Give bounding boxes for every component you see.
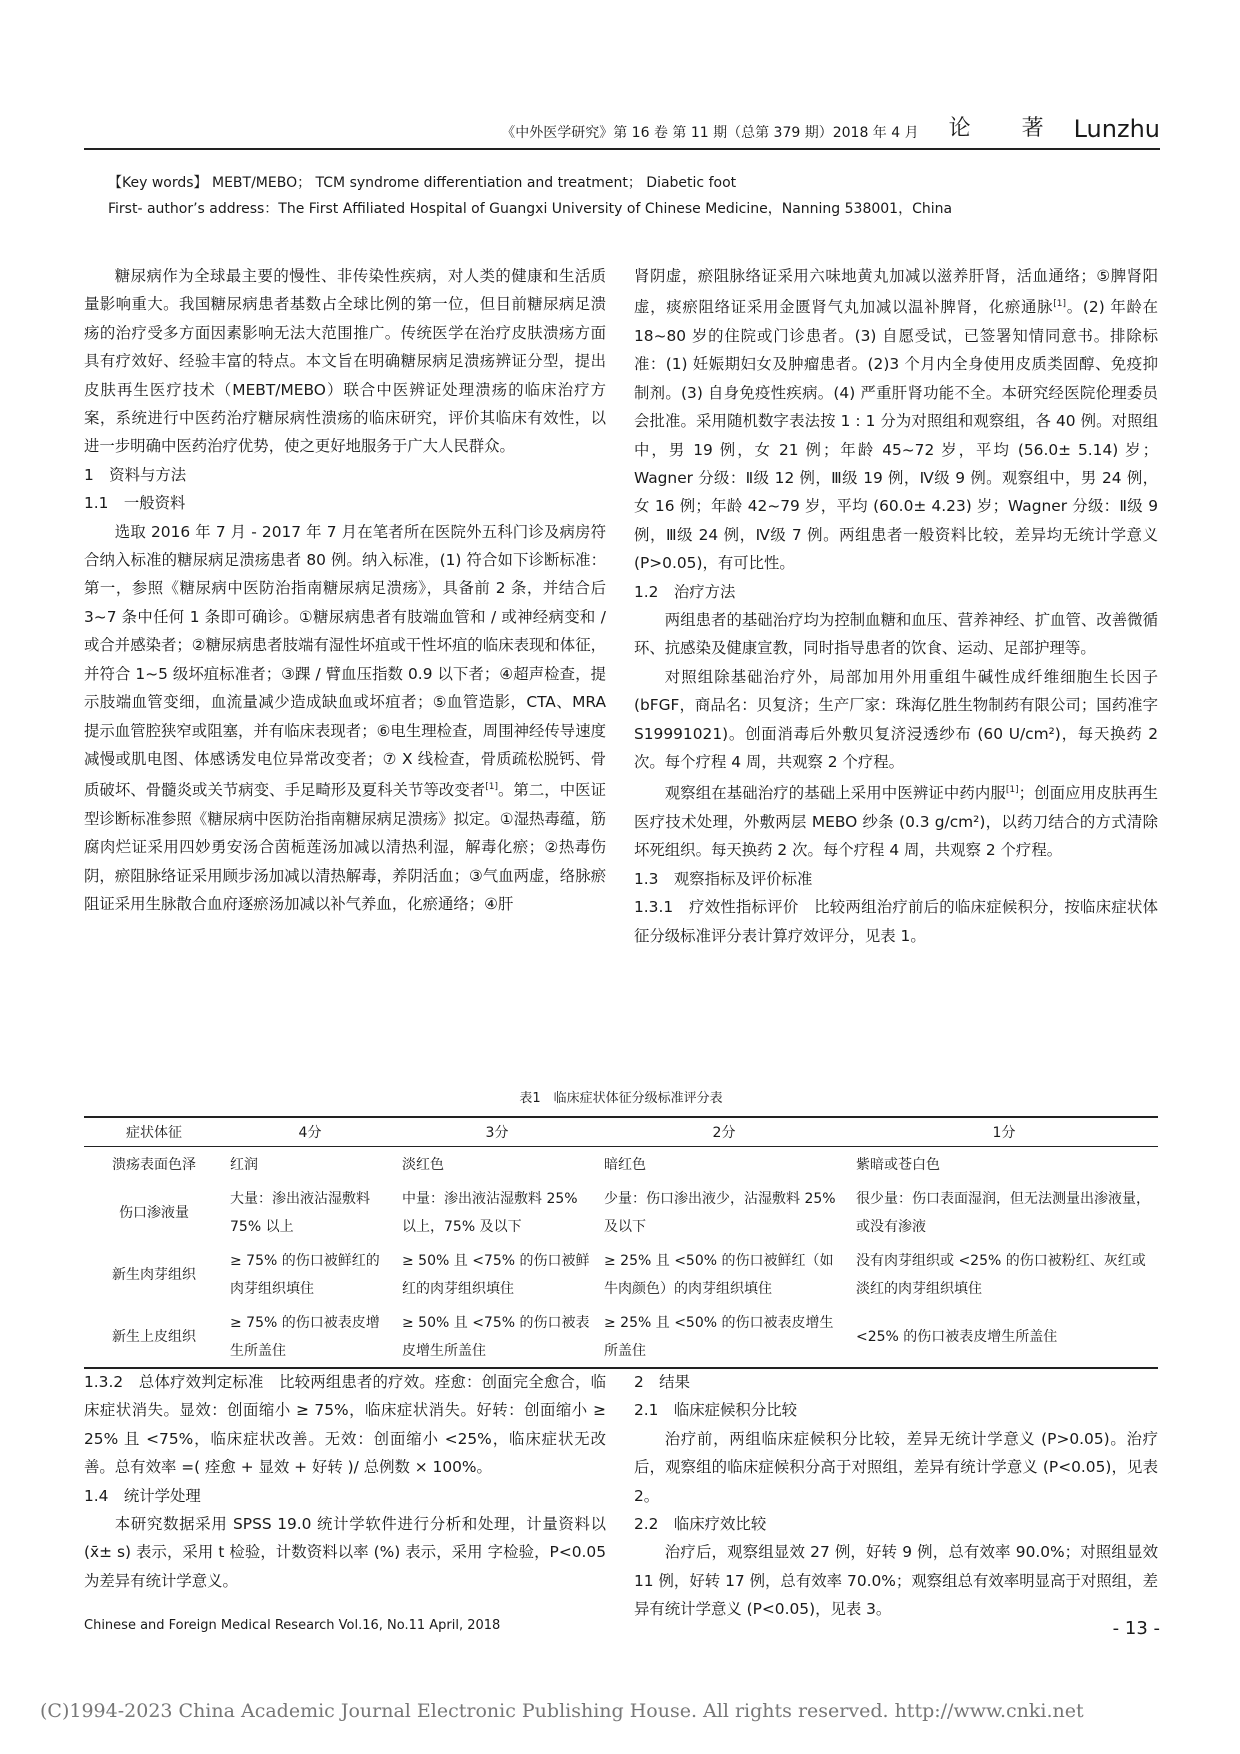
table-cell: 暗红色 [604, 1157, 646, 1173]
table-row [84, 1305, 1158, 1368]
table-cell: ≥ 75% 的伤口被鲜红的肉芽组织填住 [230, 1253, 380, 1297]
table-cell: 红润 [230, 1157, 258, 1173]
table-cell: 紫暗或苍白色 [856, 1157, 940, 1173]
copyright-watermark: (C)1994-2023 China Academic Journal Electronic Publishing House. All rights reserved. http://www.cnki.net [40, 1700, 1084, 1722]
grading-table [84, 1116, 1158, 1369]
citation-ref: [1] [485, 782, 498, 793]
table-cell: 没有肉芽组织或 <25% 的伤口被粉红、灰红或淡红的肉芽组织填住 [856, 1253, 1146, 1297]
section-heading-2-2: 2.2 临床疗效比较 [634, 1515, 767, 1534]
bottom-right-column [634, 1368, 1158, 1624]
criteria-text: 肾阴虚，瘀阻脉络证采用六味地黄丸加减以滋养肝肾，活血通络；⑤脾肾阳虚，痰瘀阻络证采用金匮肾气丸加减以温补脾肾，化瘀通脉 [634, 267, 1158, 317]
general-info-text: 选取 2016 年 7 月 - 2017 年 7 月在笔者所在医院外五科门诊及病房符合纳入标准的糖尿病足溃疡患者 80 例。纳入标准，(1) 符合如下诊断标准：第一，参照《糖尿病中医防治指南糖尿病足溃疡》，具备前 2 条，并结合后 3~7 条中任何 1 条即可确诊。①糖尿病患者有肢端血管和 / 或神经病变和 / 或合并感染者；②糖尿病患者肢端有湿性坏疽或干性坏疽的临床表现和体征，并符合 1~5 级坏疽标准者；③踝 / 臂血压指数 0.9 以下者；④超声检查，提示肢端血管变细，血流量减少造成缺血或坏疽者；⑤血管造影，CTA、MRA 提示血管腔狭窄或阻塞，并有临床表现者；⑥电生理检查，周围神经传导速度减慢或肌电图、体感诱发电位异常改变者；⑦ X 线检查，骨质疏松脱钙、骨质破坏、骨髓炎或关节病变、手足畸形及夏科关节等改变者 [84, 522, 606, 800]
table-cell: 溃疡表面色泽 [112, 1157, 196, 1173]
section-label-en: Lunzhu [1073, 115, 1160, 143]
table-cell: ≥ 50% 且 <75% 的伤口被表皮增生所盖住 [402, 1315, 590, 1359]
table-cell: ≥ 25% 且 <50% 的伤口被表皮增生所盖住 [604, 1315, 834, 1359]
section-label: 论 著 [948, 116, 1066, 141]
bottom-left-column [84, 1368, 606, 1595]
observation-text: 观察组在基础治疗的基础上采用中医辨证中药内服 [664, 784, 1006, 803]
section-heading-1-2: 1.2 治疗方法 [634, 582, 736, 601]
left-column [84, 262, 606, 918]
table-header-cell: 1分 [992, 1125, 1016, 1141]
control-group-paragraph: 对照组除基础治疗外，局部加用外用重组牛碱性成纤维细胞生长因子 (bFGF，商品名：贝复济；生产厂家：珠海亿胜生物制药有限公司；国药准字 S19991021)。创面消毒后外敷贝复济浸透纱布 (60 U/cm²)，每天换药 2 次。每个疗程 4 周，共观察 2 个疗程。 [634, 667, 1158, 772]
table-header-row [84, 1117, 1158, 1147]
intro-paragraph: 糖尿病作为全球最主要的慢性、非传染性疾病，对人类的健康和生活质量影响重大。我国糖尿病患者基数占全球比例的第一位，但目前糖尿病足溃疡的治疗受多方面因素影响无法大范围推广。传统医学在治疗皮肤溃疡方面具有疗效好、经验丰富的特点。本文旨在明确糖尿病足溃疡辨证分型，提出皮肤再生医疗技术（MEBT/MEBO）联合中医辨证处理溃疡的临床治疗方案，系统进行中医药治疗糖尿病性溃疡的临床研究，评价其临床有效性，以进一步明确中医药治疗优势，使之更好地服务于广大人民群众。 [84, 267, 606, 456]
journal-citation: 《中外医学研究》第 16 卷 第 11 期（总第 379 期）2018 年 4 月 [501, 125, 919, 141]
table-row [84, 1181, 1158, 1243]
table-header-cell: 2分 [712, 1125, 736, 1141]
symptom-score-paragraph: 治疗前，两组临床症候积分比较，差异无统计学意义 (P>0.05)。治疗后，观察组的临床症候积分高于对照组，差异有统计学意义 (P<0.05)，见表 2。 [634, 1429, 1158, 1505]
table-cell: ≥ 75% 的伤口被表皮增生所盖住 [230, 1315, 380, 1359]
overall-efficacy-paragraph: 1.3.2 总体疗效判定标准 比较两组患者的疗效。痊愈：创面完全愈合，临床症状消失。显效：创面缩小 ≥ 75%，临床症状消失。好转：创面缩小 ≥ 25% 且 <75%，临床症状改善。无效：创面缩小 <25%，临床症状无改善。总有效率 =( 痊愈 + 显效 + 好转 )/ 总例数 × 100%。 [84, 1373, 606, 1477]
table-cell: 中量：渗出液沾湿敷料 25% 以上，75% 及以下 [402, 1191, 578, 1235]
table-cell: 少量：伤口渗出液少，沾湿敷料 25% 及以下 [604, 1191, 836, 1235]
page-footer [84, 1618, 1160, 1642]
citation-ref: [1] [1005, 785, 1019, 796]
table-cell: ≥ 25% 且 <50% 的伤口被鲜红（如牛肉颜色）的肉芽组织填住 [604, 1253, 834, 1297]
keywords-line: 【Key words】 MEBT/MEBO； TCM syndrome differentiation and treatment； Diabetic foot [108, 175, 737, 191]
table-1 [84, 1088, 1158, 1369]
section-heading-1-1: 1.1 一般资料 [84, 494, 186, 513]
statistics-paragraph: 本研究数据采用 SPSS 19.0 统计学软件进行分析和处理，计量资料以 (x̄± s) 表示，采用 t 检验，计数资料以率 (%) 表示，采用 字检验，P<0.05 为差异有统计学意义。 [84, 1515, 606, 1590]
section-heading-1-3: 1.3 观察指标及评价标准 [634, 869, 813, 888]
section-heading-1-4: 1.4 统计学处理 [84, 1486, 201, 1505]
section-heading-2: 2 结果 [634, 1373, 690, 1391]
section-heading-2-1: 2.1 临床症候积分比较 [634, 1401, 797, 1420]
table-cell: 新生肉芽组织 [112, 1267, 196, 1283]
table-cell: <25% 的伤口被表皮增生所盖住 [856, 1329, 1058, 1345]
table-header-cell: 症状体征 [126, 1125, 182, 1141]
keywords-block [108, 170, 1160, 222]
table-header-cell: 3分 [485, 1125, 509, 1141]
criteria-paragraph [634, 262, 1158, 578]
citation-ref: [1] [1053, 299, 1067, 310]
general-info-paragraph [84, 518, 606, 919]
author-address-line: First- author’s address：The First Affiliated Hospital of Guangxi University of Chinese Medicine，Nanning 538001，China [108, 201, 953, 217]
table-cell: 伤口渗液量 [119, 1205, 189, 1221]
table-header-cell: 4分 [298, 1125, 322, 1141]
table-row [84, 1147, 1158, 1182]
clinical-efficacy-paragraph: 治疗后，观察组显效 27 例，好转 9 例，总有效率 90.0%；对照组显效 11 例，好转 17 例，总有效率 70.0%；观察组总有效率明显高于对照组，差异有统计学意义 (P<0.05)，见表 3。 [634, 1543, 1158, 1619]
table-cell: 新生上皮组织 [112, 1329, 196, 1345]
page-number: - 13 - [1112, 1618, 1160, 1639]
observation-text-cont: ；创面应用皮肤再生医疗技术处理，外敷两层 MEBO 纱条 (0.3 g/cm²)，以药刀结合的方式清除坏死组织。每天换药 2 次。每个疗程 4 周，共观察 2 个疗程。 [634, 784, 1158, 860]
efficacy-index-paragraph: 1.3.1 疗效性指标评价 比较两组治疗前后的临床症候积分，按临床症状体征分级标准评分表计算疗效评分，见表 1。 [634, 898, 1158, 945]
footer-journal: Chinese and Foreign Medical Research Vol.16, No.11 April, 2018 [84, 1618, 501, 1633]
table-row [84, 1243, 1158, 1305]
table-cell: 大量：渗出液沾湿敷料 75% 以上 [230, 1191, 370, 1235]
table-cell: 淡红色 [402, 1157, 444, 1173]
observation-group-paragraph [634, 776, 1158, 864]
section-heading-1: 1 资料与方法 [84, 465, 187, 484]
treatment-paragraph: 两组患者的基础治疗均为控制血糖和血压、营养神经、扩血管、改善微循环、抗感染及健康宣教，同时指导患者的饮食、运动、足部护理等。 [634, 611, 1158, 658]
right-column [634, 262, 1158, 950]
criteria-text-cont: 。(2) 年龄在 18~80 岁的住院或门诊患者。(3) 自愿受试，已签署知情同意书。排除标准：(1) 妊娠期妇女及肿瘤患者。(2)3 个月内全身使用皮质类固醇、免疫抑制剂。(3) 自身免疫性疾病。(4) 严重肝肾功能不全。本研究经医院伦理委员会批准。采用随机数字表法按 1 : 1 分为对照组和观察组，各 40 例。对照组中，男 19 例，女 21 例；年龄 45~72 岁，平均 (56.0± 5.14) 岁；Wagner 分级：Ⅱ级 12 例，Ⅲ级 19 例，Ⅳ级 9 例。观察组中，男 24 例，女 16 例；年龄 42~79 岁，平均 (60.0± 4.23) 岁；Wagner 分级：Ⅱ级 9 例，Ⅲ级 24 例，Ⅳ级 7 例。两组患者一般资料比较，差异均无统计学意义 (P>0.05)，有可比性。 [634, 298, 1158, 573]
table-cell: ≥ 50% 且 <75% 的伤口被鲜红的肉芽组织填住 [402, 1253, 590, 1297]
running-header [84, 108, 1160, 150]
table-title: 表1 临床症状体征分级标准评分表 [519, 1091, 723, 1106]
table-cell: 很少量：伤口表面湿润，但无法测量出渗液量，或没有渗液 [856, 1191, 1150, 1235]
general-info-text-cont: 。第二，中医证型诊断标准参照《糖尿病中医防治指南糖尿病足溃疡》拟定。①湿热毒蕴，筋腐肉烂证采用四妙勇安汤合茵栀莲汤加减以清热利湿，解毒化瘀；②热毒伤阴，瘀阻脉络证采用顾步汤加减以清热解毒，养阴活血；③气血两虚，络脉瘀阻证采用生脉散合血府逐瘀汤加减以补气养血，化瘀通络；④肝 [84, 781, 606, 914]
